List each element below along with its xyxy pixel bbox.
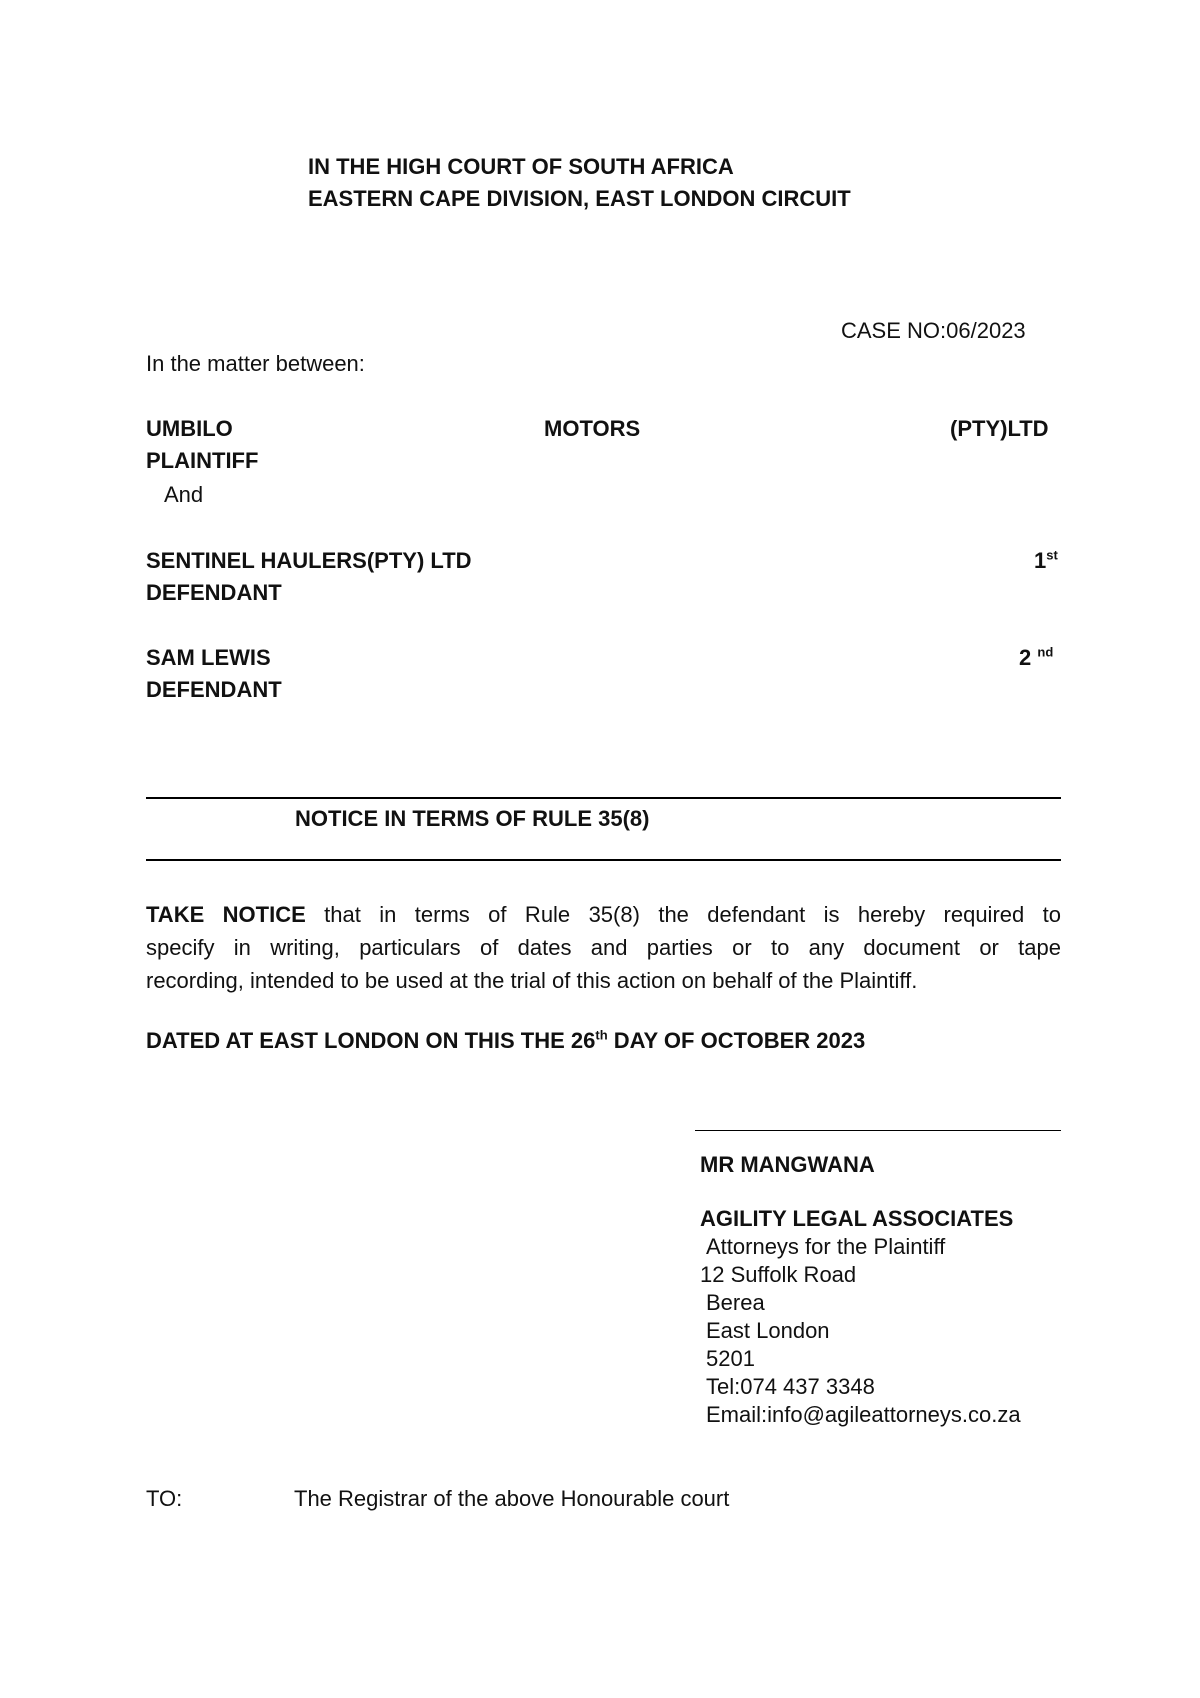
address-line-city: East London xyxy=(706,1318,830,1343)
notice-body-line2: specify in writing, particulars of dates and parties or to any document or tape xyxy=(146,935,1061,960)
defendant1-suffix: st xyxy=(1046,547,1058,563)
take-notice-lead: TAKE NOTICE xyxy=(146,902,306,927)
notice-body-line1: TAKE NOTICE that in terms of Rule 35(8) the defendant is hereby required to xyxy=(146,902,1061,927)
firm-name: AGILITY LEGAL ASSOCIATES xyxy=(700,1206,1014,1231)
case-number: CASE NO:06/2023 xyxy=(841,318,1026,343)
plaintiff-role: PLAINTIFF xyxy=(146,448,259,473)
defendant2-role: DEFENDANT xyxy=(146,677,282,702)
notice-title: NOTICE IN TERMS OF RULE 35(8) xyxy=(295,806,650,831)
defendant1-name: SENTINEL HAULERS(PTY) LTD xyxy=(146,548,472,573)
contact-phone: Tel:074 437 3348 xyxy=(706,1374,875,1399)
matter-intro: In the matter between: xyxy=(146,351,365,376)
defendant2-name: SAM LEWIS xyxy=(146,645,271,670)
court-heading-line1: IN THE HIGH COURT OF SOUTH AFRICA xyxy=(308,154,734,179)
and-text: And xyxy=(164,482,204,507)
defendant2-suffix: nd xyxy=(1037,644,1054,660)
defendant2-number: 2 xyxy=(1019,645,1032,670)
defendant1-role: DEFENDANT xyxy=(146,580,282,605)
defendant1-ordinal xyxy=(1034,547,1058,573)
to-label: TO: xyxy=(146,1486,183,1511)
address-line-street: 12 Suffolk Road xyxy=(700,1262,857,1287)
court-heading-line2: EASTERN CAPE DIVISION, EAST LONDON CIRCUIT xyxy=(308,186,851,211)
address-line-postcode: 5201 xyxy=(706,1346,755,1371)
title-bottom-rule xyxy=(146,859,1061,861)
defendant1-number: 1 xyxy=(1034,548,1047,573)
notice-body xyxy=(146,898,1061,997)
signature-line xyxy=(695,1130,1061,1131)
notice-body-line3: recording, intended to be used at the trial of this action on behalf of the Plaintiff. xyxy=(146,968,918,993)
plaintiff-name-word2: MOTORS xyxy=(544,416,641,441)
dated-line: DATED AT EAST LONDON ON THIS THE 26th DAY OF OCTOBER 2023 xyxy=(146,1027,866,1053)
defendant2-ordinal xyxy=(1019,644,1054,670)
signatory-name: MR MANGWANA xyxy=(700,1152,875,1177)
plaintiff-name-word1: UMBILO xyxy=(146,416,233,441)
address-line-attorneys: Attorneys for the Plaintiff xyxy=(706,1234,946,1259)
title-top-rule xyxy=(146,797,1061,799)
plaintiff-name-word3: (PTY)LTD xyxy=(950,416,1049,441)
to-value: The Registrar of the above Honourable court xyxy=(294,1486,730,1511)
address-line-suburb: Berea xyxy=(706,1290,765,1315)
dated-suffix: th xyxy=(595,1027,608,1043)
contact-email: Email:info@agileattorneys.co.za xyxy=(706,1402,1021,1427)
